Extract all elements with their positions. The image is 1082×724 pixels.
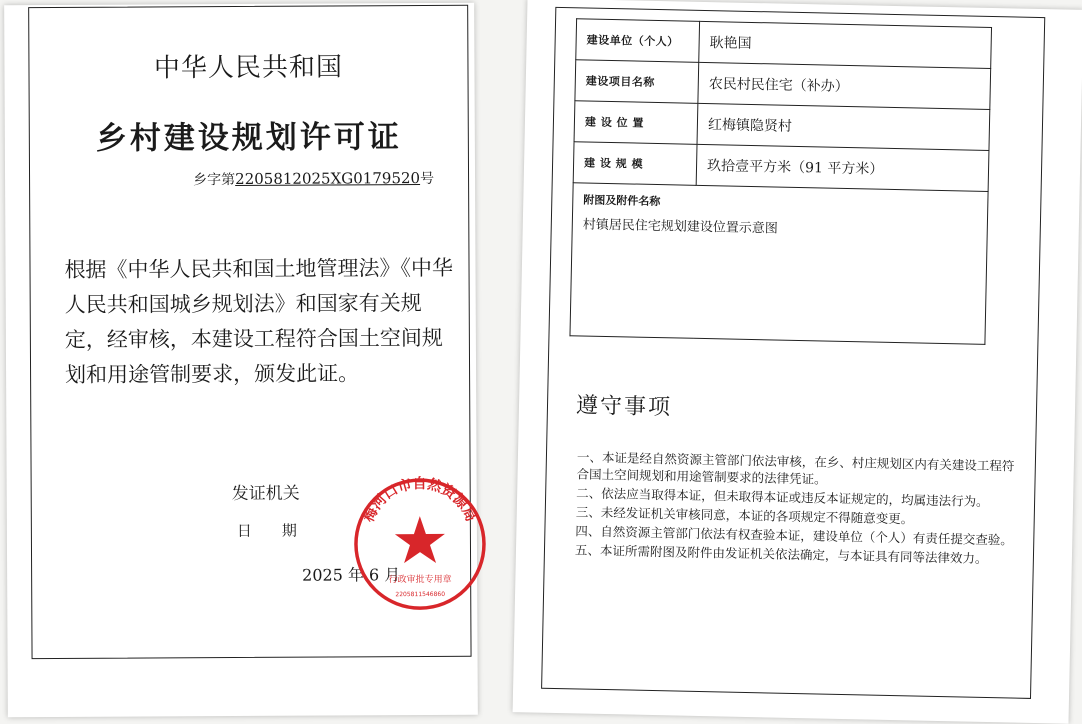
notice-item: 四、自然资源主管部门依法有权查验本证，建设单位（个人）有责任提交查验。 xyxy=(575,523,1013,548)
certificate-title: 乡村建设规划许可证 xyxy=(95,119,402,157)
attachment-cell xyxy=(570,183,988,345)
official-seal-icon xyxy=(350,474,491,615)
row-label: 建 设 位 置 xyxy=(574,101,698,145)
svg-text:梅河口市自然资源局 xyxy=(360,475,479,525)
seal-sub-text: 行政审批专用章 xyxy=(388,574,452,586)
date-label: 日 期 xyxy=(236,521,297,541)
certificate-body-text: 根据《中华人民共和国土地管理法》《中华人民共和国城乡规划法》和国家有关规定，经审核，本建设工程符合国土空间规划和用途管制要求，颁发此证。 xyxy=(64,255,454,387)
country-name: 中华人民共和国 xyxy=(153,52,344,84)
notice-item: 三、未经发证机关审核同意，本证的各项规定不得随意变更。 xyxy=(575,504,914,527)
number-prefix: 乡字第 xyxy=(193,172,236,189)
seal-star-icon xyxy=(395,516,445,563)
issuer-label: 发证机关 xyxy=(231,483,300,505)
number-value: 2205812025XG0179520 xyxy=(235,169,421,189)
notice-list xyxy=(575,448,1017,569)
row-value: 农民村民住宅（补办） xyxy=(698,62,991,109)
row-label: 建设项目名称 xyxy=(575,60,699,104)
notice-title: 遵守事项 xyxy=(575,393,673,421)
notice-item: 五、本证所需附图及附件由发证机关依法确定，与本证具有同等法律效力。 xyxy=(574,542,988,567)
row-value: 耿艳国 xyxy=(699,21,992,68)
certificate-frame xyxy=(28,5,479,659)
row-label: 建设单位（个人） xyxy=(576,19,700,63)
certificate-number xyxy=(193,168,434,189)
notice-item: 二、依法应当取得本证，但未取得本证或违反本证规定的，均属违法行为。 xyxy=(576,485,989,510)
left-page xyxy=(4,3,478,717)
row-value: 玖拾壹平方米（91 平方米） xyxy=(696,144,989,191)
row-value: 红梅镇隐贤村 xyxy=(697,103,990,150)
right-page xyxy=(513,0,1082,724)
attachment-label: 附图及附件名称 xyxy=(583,193,661,209)
number-suffix: 号 xyxy=(420,170,435,188)
attachment-value: 村镇居民住宅规划建设位置示意图 xyxy=(582,217,778,237)
seal-arc-text: 梅河口市自然资源局 xyxy=(360,476,479,525)
project-info-table xyxy=(569,18,992,345)
seal-code: 2205811546860 xyxy=(395,590,446,599)
detail-frame xyxy=(541,7,1045,699)
attachment-row xyxy=(570,183,988,345)
row-label: 建 设 规 模 xyxy=(573,142,697,186)
notice-item: 一、本证是经自然资源主管部门依法审核，在乡、村庄规划区内有关建设工程符合国土空间规划和用途管制要求的法律凭证。 xyxy=(576,449,1015,487)
issue-date: 2025 年 6 月 xyxy=(302,565,401,585)
